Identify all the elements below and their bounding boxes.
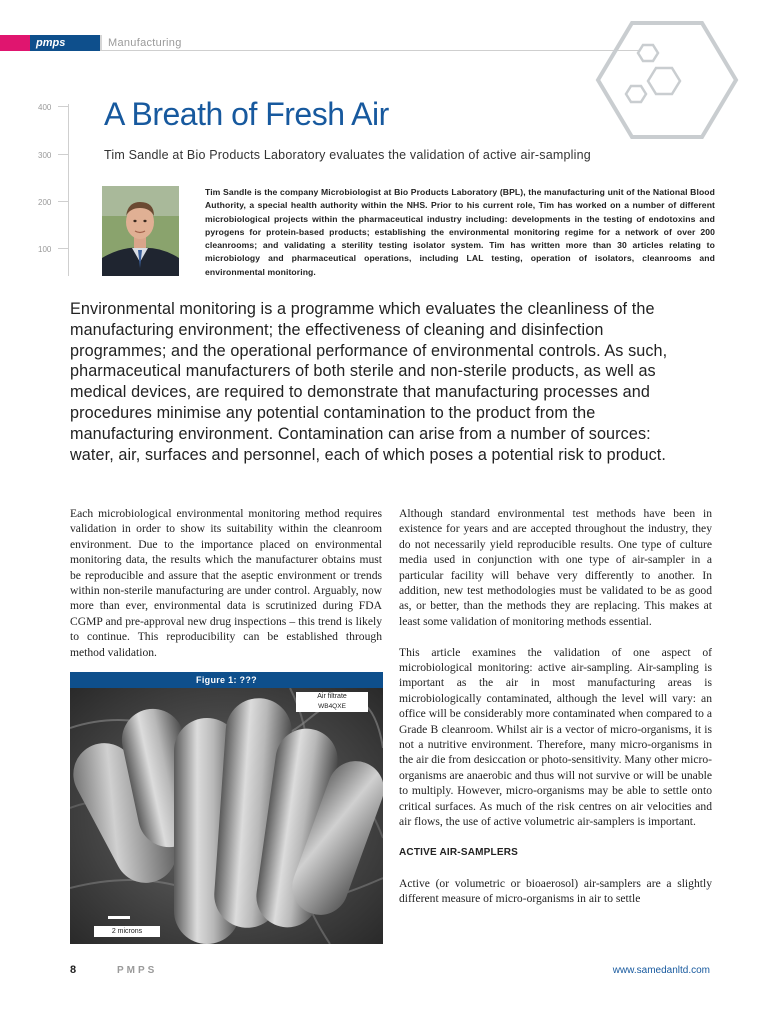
journal-tag: pmps — [30, 35, 100, 51]
scale-bar-label: 2 microns — [94, 926, 160, 937]
scale-label-100: 100 — [38, 245, 52, 254]
header-divider — [100, 35, 102, 51]
scale-tick — [58, 154, 68, 155]
article-title: A Breath of Fresh Air — [104, 96, 389, 132]
column-left — [70, 506, 382, 675]
figure-label-line2: WB4QXE — [318, 703, 346, 710]
figure-label-line1: Air filtrate — [317, 693, 347, 700]
hexagon-logo-icon — [594, 20, 740, 140]
scale-label-200: 200 — [38, 198, 52, 207]
body-paragraph: Each microbiological environmental monitoring method requires validation in order to show its suitability within the cleanroom environment. Due to the importance placed on environmental monitoring data, the results which the manufacturer obtains must be reproducible and assure that the aseptic environment or trends within non-sterile manufacturing are under control. Arguably, now more than ever, environmental data is scrutinized during FDA CGMP and pre-approval new drug inspections – this trend is likely to continue. This reproducibility can be established through method validation. — [70, 507, 382, 659]
author-bio: Tim Sandle is the company Microbiologist at Bio Products Laboratory (BPL), the manufacturing unit of the National Blood Authority, a special health authority within the NHS. Prior to his current role, Tim has worked on a number of different microbiological projects within the pharmaceutical industry including: developments in the testing of endotoxins and pyrogens for protein-based products; establishing the environmental monitoring regime for a network of over 200 cleanrooms; and validating a sterility testing isolator system. Tim has written more than 30 articles relating to microbiology and pharmaceutical operations, including LAL testing, operation of isolators, cleanrooms and environmental monitoring. — [205, 187, 715, 277]
body-paragraph: This article examines the validation of one aspect of microbiological monitoring: active air-sampling. Air-sampling is important as the air in most manufacturing areas is microbiologically contaminated, although the level will vary: an office will be considerably more contaminated when compared to a Grade B cleanroom. Whilst air is a vector of micro-organisms, it is not a nutritive environment. Therefore, many micro-organisms in the air die from desiccation or photo-sensitivity. Many other micro-organisms are anaerobic and thus will not survive or will be unable to multiply. However, micro-organisms may be able to settle onto critical surfaces. As much of the risk centres on air velocities and air flows, the use of active volumetric air-samplers is important. — [399, 645, 712, 829]
scale-tick — [58, 201, 68, 202]
figure-caption: Figure 1: ??? — [70, 672, 383, 688]
article-intro: Environmental monitoring is a programme which evaluates the cleanliness of the manufacturing environment; the effectiveness of cleaning and disinfection programmes; and the operational performance of environmental controls. As such, pharmaceutical manufacturers of both sterile and non-sterile products, as well as medical devices, are required to demonstrate that manufacturing processes and procedures minimise any potential contamination to the product from the manufacturing environment. Contamination can arise from a number of sources: water, air, surfaces and personnel, each of which poses a potential risk to product. — [70, 300, 668, 464]
section-subheading: ACTIVE AIR-SAMPLERS — [399, 846, 518, 858]
figure-micrograph — [70, 688, 383, 944]
header-rule — [100, 50, 640, 51]
column-right — [399, 506, 712, 922]
scale-line — [68, 104, 69, 276]
scale-tick — [58, 106, 68, 107]
body-paragraph: Although standard environmental test methods have been in existence for years and are accepted throughout the industry, they do not necessarily yield reproducible results. One type of culture media used in conjunction with one type of air-sampler in a particular facility will behave very differently to another. In addition, new test methodologies must be validated to be as good as, or better, than the methods they are replacing. This makes at least some validation of monitoring methods essential. — [399, 507, 712, 628]
scale-tick — [58, 248, 68, 249]
figure-label — [296, 692, 368, 712]
author-portrait — [102, 186, 179, 276]
scale-bar — [108, 916, 130, 919]
footer-website-link[interactable]: www.samedanltd.com — [612, 965, 710, 976]
article-subtitle: Tim Sandle at Bio Products Laboratory evaluates the validation of active air-sampling — [104, 148, 591, 162]
page-number: 8 — [70, 964, 77, 976]
scale-label-300: 300 — [38, 151, 52, 160]
scale-label-400: 400 — [38, 103, 52, 112]
section-label: Manufacturing — [108, 37, 182, 49]
footer-journal: PMPS — [117, 965, 158, 976]
header-accent-pink — [0, 35, 30, 51]
body-paragraph: Active (or volumetric or bioaerosol) air-samplers are a slightly different measure of micro-organisms in air to settle — [399, 876, 712, 906]
